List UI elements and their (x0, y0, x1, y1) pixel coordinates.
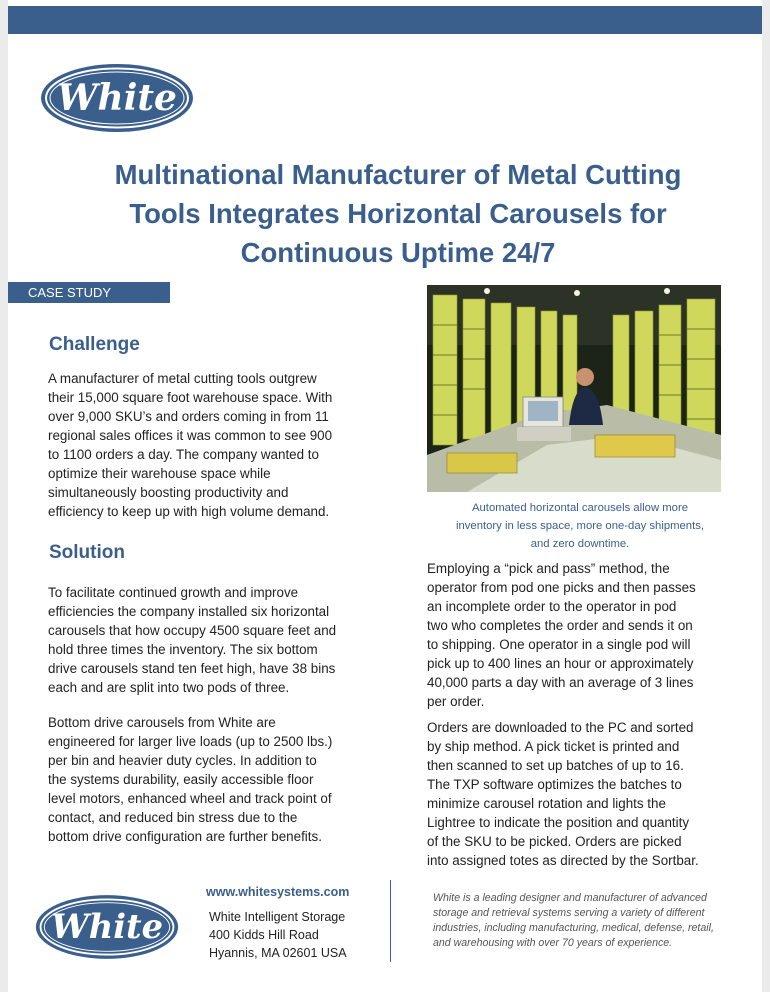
warehouse-carousel-photo (427, 285, 721, 492)
logo-text: White (57, 77, 177, 119)
top-banner (8, 6, 762, 34)
company-description: White is a leading designer and manufacturer of advanced storage and retrieval systems serving a variety of different industries, including manufacturing, medical, defense, retail, and warehousing with over 70 years of experience. (433, 892, 714, 949)
right-paragraph-1: Employing a “pick and pass” method, the operator from pod one picks and then passes an incomplete order to the operator in pod two who completes the order and sends it on to shipping. One operator in a single pod will pick up to 400 lines an hour or approximately 40,000 parts a day with an average of 3 lines per order. (427, 561, 696, 709)
challenge-heading: Challenge (49, 334, 140, 355)
footer-divider (390, 880, 391, 962)
document-page (8, 0, 762, 992)
solution-paragraph-2: Bottom drive carousels from White are engineered for larger live loads (up to 2500 lbs.) per bin and heavier duty cycles. In addition to the systems durability, easily accessible floor level motors, enhanced wheel and track point of contact, and reduced bin stress due to the bottom drive configuration are further benefits. (48, 715, 333, 844)
solution-heading: Solution (49, 542, 125, 563)
solution-paragraph-1: To facilitate continued growth and improve efficiencies the company installed six horizontal carousels that how occupy 4500 square feet and hold three times the inventory. The six bottom drive carousels stand ten feet high, have 38 bins each and are split into two pods of three. (48, 585, 337, 695)
page-title: Multinational Manufacturer of Metal Cutting Tools Integrates Horizontal Carousels for Continuous Uptime 24/7 (114, 159, 682, 268)
white-logo (39, 62, 195, 134)
footer-logo-text: White (50, 906, 164, 947)
challenge-paragraph: A manufacturer of metal cutting tools outgrew their 15,000 square foot warehouse space. With over 9,000 SKU’s and orders coming in from 11 regional sales offices it was common to see 900 to 1100 orders a day. The company wanted to optimize their warehouse space while simultaneously boosting productivity and efficiency to keep up with high volume demand. (48, 371, 333, 519)
company-address: White Intelligent Storage 400 Kidds Hill Road Hyannis, MA 02601 USA (209, 910, 347, 960)
website-link[interactable]: www.whitesystems.com (206, 885, 350, 899)
footer-white-logo (34, 893, 180, 961)
photo-caption: Automated horizontal carousels allow more inventory in less space, more one-day shipments, and zero downtime. (455, 502, 705, 550)
case-study-tag: CASE STUDY (8, 282, 170, 303)
right-paragraph-2: Orders are downloaded to the PC and sorted by ship method. A pick ticket is printed and then scanned to set up batches of up to 16. The TXP software optimizes the batches to minimize carousel rotation and lights the Lightree to indicate the position and quantity of the SKU to be picked. Orders are picked into assigned totes as directed by the Sortbar. (427, 720, 699, 868)
